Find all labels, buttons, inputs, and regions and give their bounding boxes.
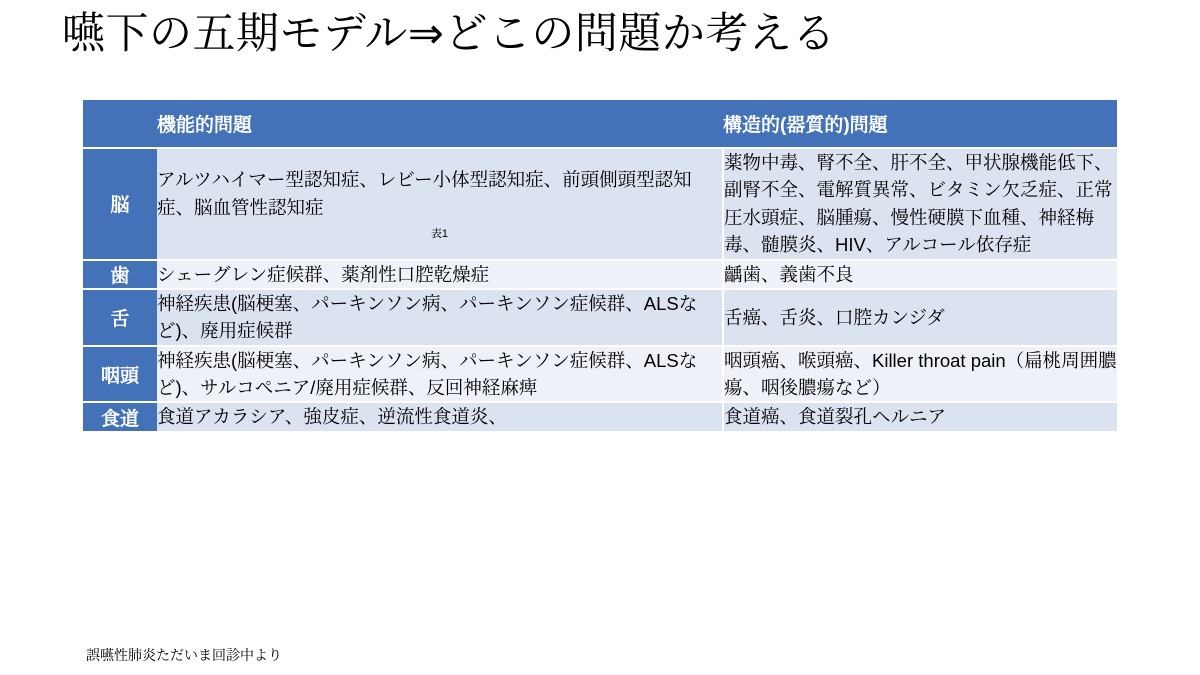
problem-matrix-table xyxy=(83,100,1117,431)
table-header-row xyxy=(83,100,1117,148)
cell-brain-structural: 薬物中毒、腎不全、肝不全、甲状腺機能低下、副腎不全、電解質異常、ビタミン欠乏症、正常圧水頭症、脳腫瘍、慢性硬膜下血種、神経梅毒、髄膜炎、HIV、アルコール依存症 xyxy=(723,148,1117,260)
cell-text: アルツハイマー型認知症、レビー小体型認知症、前頭側頭型認知症、脳血管性認知症 xyxy=(157,169,692,218)
column-header-structural: 構造的(器質的)問題 xyxy=(723,100,1117,148)
cell-tongue-structural: 舌癌、舌炎、口腔カンジダ xyxy=(723,289,1117,346)
cell-teeth-structural: 齲歯、義歯不良 xyxy=(723,260,1117,289)
table-row xyxy=(83,402,1117,430)
table-corner-cell xyxy=(83,100,157,148)
cell-note: 表1 xyxy=(430,227,449,240)
cell-pharynx-functional: 神経疾患(脳梗塞、パーキンソン病、パーキンソン症候群、ALSなど)、サルコペニア/廃用症候群、反回神経麻痺 xyxy=(157,346,723,403)
row-label-pharynx: 咽頭 xyxy=(83,346,157,403)
page-title: 嚥下の五期モデル⇒どこの問題か考える xyxy=(62,10,836,58)
row-label-tongue: 舌 xyxy=(83,289,157,346)
table-row xyxy=(83,148,1117,260)
table-row xyxy=(83,260,1117,289)
cell-tongue-functional: 神経疾患(脳梗塞、パーキンソン病、パーキンソン症候群、ALSなど)、廃用症候群 xyxy=(157,289,723,346)
cell-pharynx-structural: 咽頭癌、喉頭癌、Killer throat pain（扁桃周囲膿瘍、咽後膿瘍など） xyxy=(723,346,1117,403)
cell-esophagus-structural: 食道癌、食道裂孔ヘルニア xyxy=(723,402,1117,430)
source-footnote: 誤嚥性肺炎ただいま回診中より xyxy=(86,647,282,663)
row-label-esophagus: 食道 xyxy=(83,402,157,430)
row-label-brain: 脳 xyxy=(83,148,157,260)
cell-brain-functional xyxy=(157,148,723,260)
row-label-teeth: 歯 xyxy=(83,260,157,289)
column-header-functional: 機能的問題 xyxy=(157,100,723,148)
table-row xyxy=(83,346,1117,403)
cell-esophagus-functional: 食道アカラシア、強皮症、逆流性食道炎、 xyxy=(157,402,723,430)
cell-teeth-functional: シェーグレン症候群、薬剤性口腔乾燥症 xyxy=(157,260,723,289)
table-row xyxy=(83,289,1117,346)
